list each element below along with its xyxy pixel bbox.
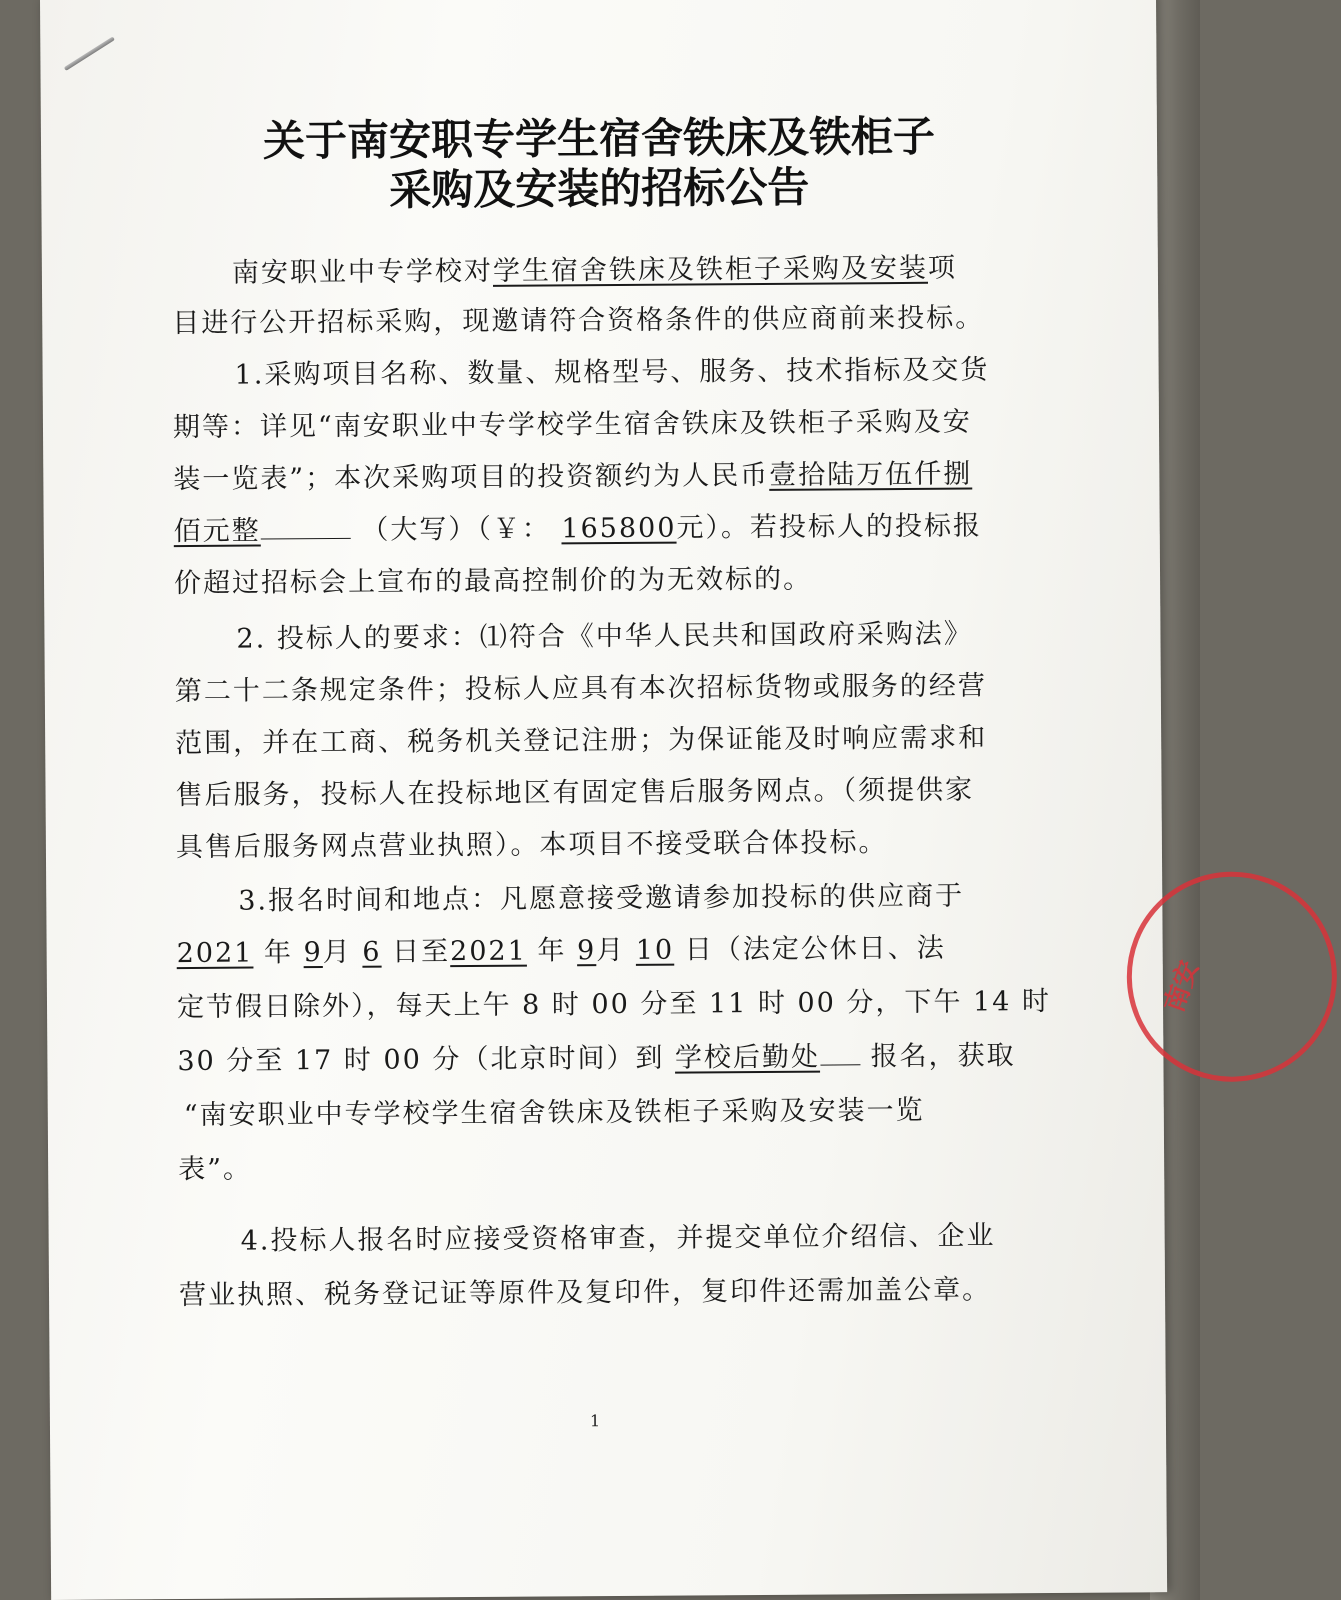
date-text: 日（法定公休日、法 — [684, 932, 946, 966]
amount-numeric: 165800 — [561, 512, 677, 545]
section1-line1: 1.采购项目名称、数量、规格型号、服务、技术指标及交货 — [234, 354, 990, 391]
registration-place: 学校后勤处 — [674, 1041, 821, 1074]
section1-text: 元）。若投标人的投标报 — [676, 510, 983, 544]
section2-line1: 2. 投标人的要求：⑴符合《中华人民共和国政府采购法》 — [236, 618, 973, 655]
section3-text: 报名，获取 — [870, 1040, 1016, 1073]
intro-text: 项 — [927, 252, 958, 284]
blank-line — [820, 1040, 860, 1065]
section2-line2: 第二十二条规定条件；投标人应具有本次招标货物或服务的经营 — [174, 670, 987, 708]
blank-line — [261, 514, 351, 540]
document-title-line1: 关于南安职专学生宿舍铁床及铁柜子 — [262, 111, 936, 166]
stamp-lettering: 南安 — [1159, 956, 1206, 1016]
amount-uppercase-part1: 壹拾陆万伍仟捌 — [769, 458, 973, 491]
section1-line4 — [174, 509, 1074, 549]
section3-line5: “南安职业中专学校学生宿舍铁床及铁柜子采购及安装一览 — [183, 1094, 925, 1132]
date-text: 年 — [537, 935, 567, 967]
section1-line5: 价超过招标会上宣布的最高控制价的为无效标的。 — [173, 563, 813, 600]
section1-line3 — [173, 457, 1073, 497]
intro-line2: 目进行公开招标采购，现邀请符合资格条件的供应商前来投标。 — [172, 302, 985, 340]
section3-line1: 3.报名时间和地点：凡愿意接受邀请参加投标的供应商于 — [238, 880, 965, 917]
section1-line2: 期等：详见“南安职业中专学校学生宿舍铁床及铁柜子采购及安 — [172, 406, 972, 444]
section3-text: 30 分至 17 时 00 分（北京时间）到 — [177, 1042, 665, 1078]
date-text: 年 — [263, 937, 294, 969]
section3-line3: 定节假日除外），每天上午 8 时 00 分至 11 时 00 分，下午 14 时 — [176, 985, 1052, 1024]
intro-line1 — [232, 250, 1132, 290]
end-year: 2021 — [450, 935, 527, 968]
start-month: 9 — [303, 937, 323, 969]
project-name-underlined: 学生宿舍铁床及铁柜子采购及安装 — [492, 252, 929, 287]
start-year: 2021 — [176, 937, 254, 970]
section1-text: （大写）（￥： — [361, 513, 551, 546]
date-text: 月 — [322, 936, 352, 969]
intro-text: 南安职业中专学校对 — [231, 255, 494, 289]
section4-line1: 4.投标人报名时应接受资格审查，并提交单位介绍信、企业 — [240, 1220, 996, 1257]
date-text: 日至 — [392, 936, 451, 968]
section3-line6: 表”。 — [178, 1153, 253, 1186]
section2-line3: 范围，并在工商、税务机关登记注册；为保证能及时响应需求和 — [175, 722, 988, 760]
section1-text: 装一览表”；本次采购项目的投资额约为人民币 — [173, 459, 770, 496]
start-day: 6 — [362, 936, 382, 968]
end-day: 10 — [635, 934, 675, 966]
staple — [64, 36, 115, 70]
section3-line2 — [177, 931, 1077, 971]
date-text: 月 — [596, 934, 626, 967]
red-seal-stamp — [1126, 871, 1337, 1082]
document-title-line2: 采购及安装的招标公告 — [389, 162, 810, 215]
page-number: 1 — [589, 1411, 601, 1431]
amount-uppercase-part2: 佰元整 — [173, 515, 261, 548]
section3-line4 — [177, 1039, 1077, 1079]
section2-line5: 具售后服务网点营业执照）。本项目不接受联合体投标。 — [175, 827, 888, 864]
section4-line2: 营业执照、税务登记证等原件及复印件，复印件还需加盖公章。 — [178, 1274, 992, 1312]
section2-line4: 售后服务，投标人在投标地区有固定售后服务网点。（须提供家 — [175, 774, 975, 812]
document-page — [40, 0, 1206, 1600]
end-month: 9 — [576, 935, 597, 967]
